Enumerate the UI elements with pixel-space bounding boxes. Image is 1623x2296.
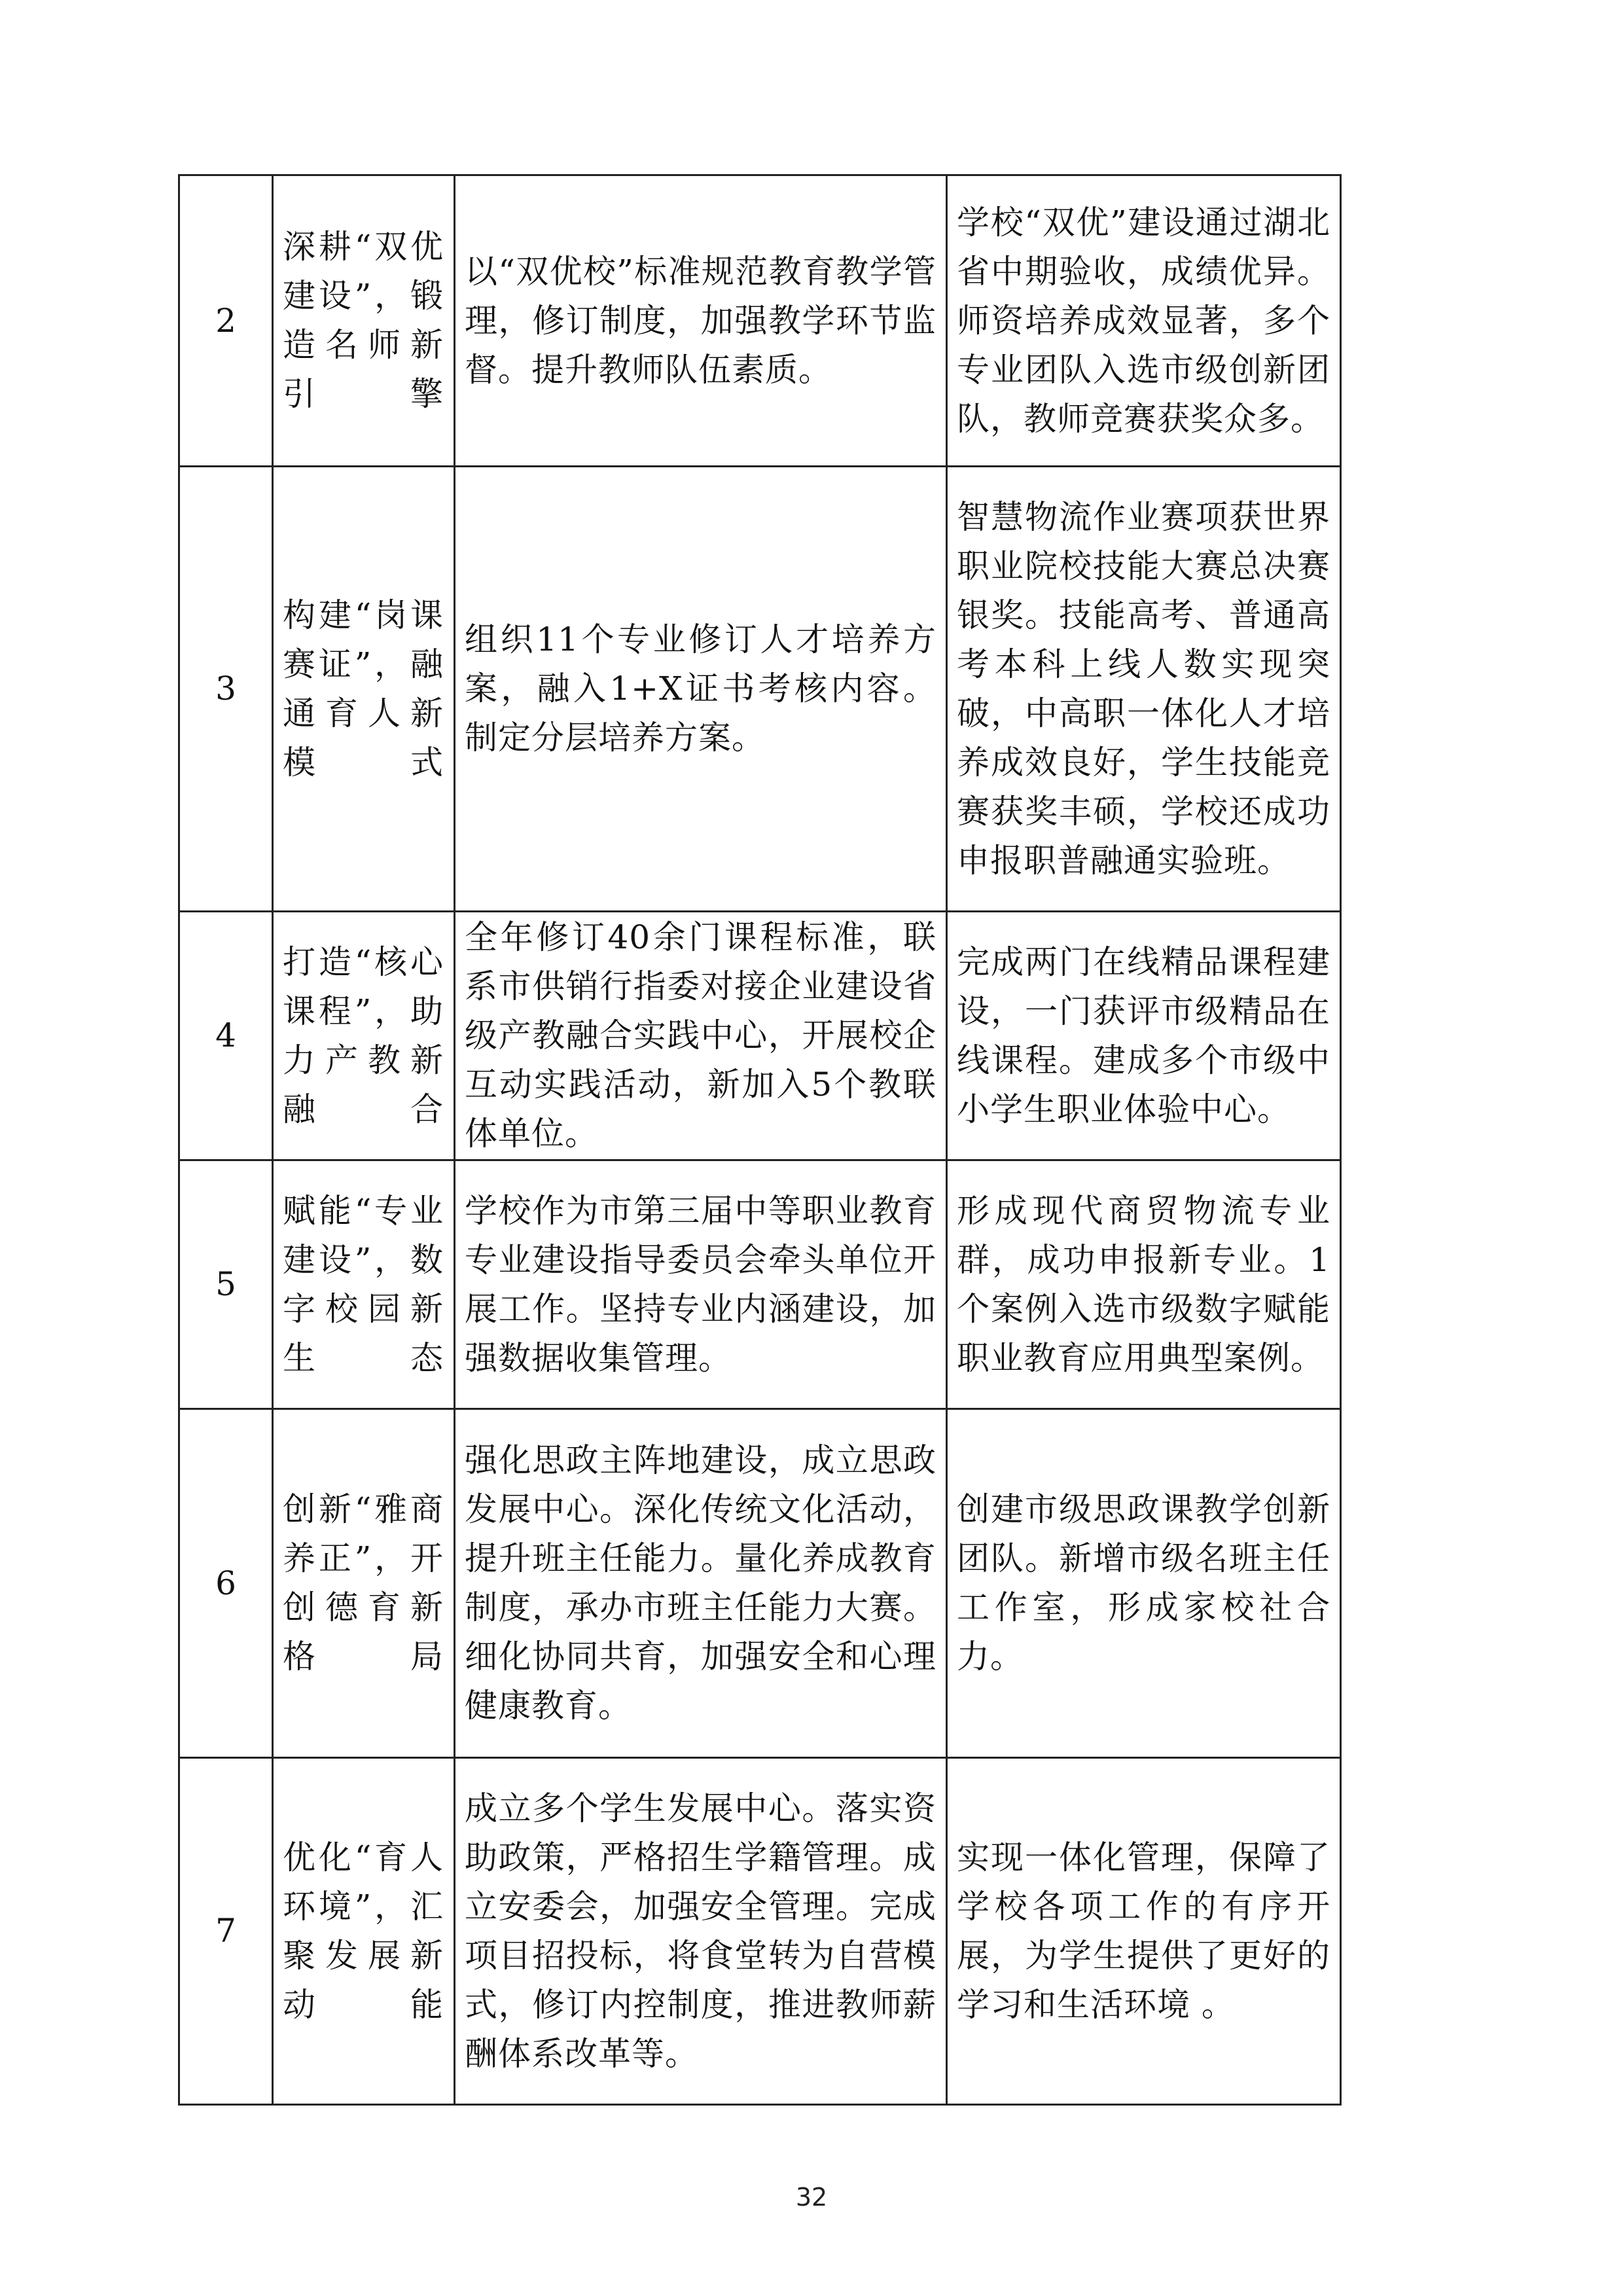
table-row (179, 1160, 1341, 1409)
row-results: 完成两门在线精品课程建设，一门获评市级精品在线课程。建成多个市级中小学生职业体验中心。 (947, 912, 1341, 1160)
page-number: 32 (795, 2183, 828, 2212)
table-row (179, 467, 1341, 912)
row-number: 4 (179, 912, 273, 1160)
row-results: 智慧物流作业赛项获世界职业院校技能大赛总决赛银奖。技能高考、普通高考本科上线人数实现突破，中高职一体化人才培养成效良好，学生技能竞赛获奖丰硕，学校还成功申报职普融通实验班。 (947, 467, 1341, 912)
row-measures: 全年修订40余门课程标准，联系市供销行指委对接企业建设省级产教融合实践中心，开展校企互动实践活动，新加入5个教联体单位。 (455, 912, 947, 1160)
row-results: 创建市级思政课教学创新团队。新增市级名班主任工作室，形成家校社合力。 (947, 1409, 1341, 1758)
row-results: 形成现代商贸物流专业群，成功申报新专业。1个案例入选市级数字赋能职业教育应用典型案例。 (947, 1160, 1341, 1409)
row-topic: 打造“核心课程”，助力产教新融合 (273, 912, 455, 1160)
row-measures: 组织11个专业修订人才培养方案，融入1+X证书考核内容。制定分层培养方案。 (455, 467, 947, 912)
table-row (179, 175, 1341, 467)
row-measures: 以“双优校”标准规范教育教学管理，修订制度，加强教学环节监督。提升教师队伍素质。 (455, 175, 947, 467)
row-topic: 构建“岗课赛证”，融通育人新模式 (273, 467, 455, 912)
table-row (179, 1409, 1341, 1758)
row-measures: 学校作为市第三届中等职业教育专业建设指导委员会牵头单位开展工作。坚持专业内涵建设，加强数据收集管理。 (455, 1160, 947, 1409)
table-row (179, 912, 1341, 1160)
row-results: 学校“双优”建设通过湖北省中期验收，成绩优异。师资培养成效显著，多个专业团队入选市级创新团队，教师竞赛获奖众多。 (947, 175, 1341, 467)
row-measures: 强化思政主阵地建设，成立思政发展中心。深化传统文化活动，提升班主任能力。量化养成教育制度，承办市班主任能力大赛。细化协同共育，加强安全和心理健康教育。 (455, 1409, 947, 1758)
row-measures: 成立多个学生发展中心。落实资助政策，严格招生学籍管理。成立安委会，加强安全管理。完成项目招投标，将食堂转为自营模式，修订内控制度，推进教师薪酬体系改革等。 (455, 1758, 947, 2105)
row-topic: 赋能“专业建设”，数字校园新生态 (273, 1160, 455, 1409)
row-topic: 创新“雅商养正”，开创德育新格局 (273, 1409, 455, 1758)
row-results: 实现一体化管理，保障了学校各项工作的有序开展，为学生提供了更好的学习和生活环境 。 (947, 1758, 1341, 2105)
row-number: 3 (179, 467, 273, 912)
row-number: 6 (179, 1409, 273, 1758)
row-number: 7 (179, 1758, 273, 2105)
row-topic: 深耕“双优建设”，锻造名师新引擎 (273, 175, 455, 467)
work-summary-table (178, 174, 1342, 2106)
table-row (179, 1758, 1341, 2105)
row-number: 5 (179, 1160, 273, 1409)
row-number: 2 (179, 175, 273, 467)
row-topic: 优化“育人环境”，汇聚发展新动能 (273, 1758, 455, 2105)
